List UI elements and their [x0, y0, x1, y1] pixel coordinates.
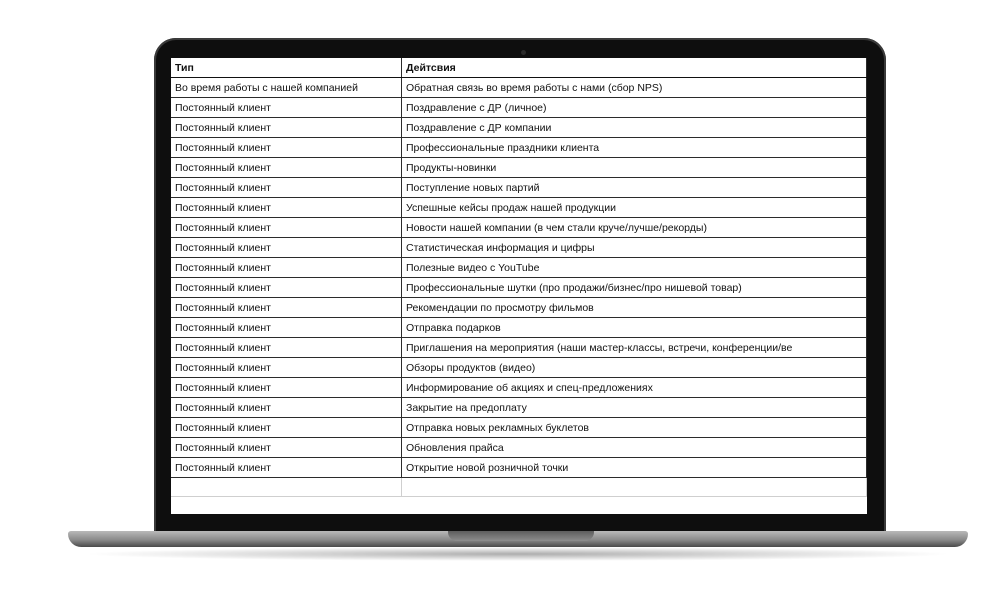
spreadsheet-table [171, 58, 867, 497]
cell-type[interactable]: Постоянный клиент [171, 158, 402, 178]
cell-type[interactable]: Постоянный клиент [171, 418, 402, 438]
cell-action[interactable]: Поздравление с ДР (личное) [402, 98, 867, 118]
empty-row [171, 478, 867, 497]
cell-type[interactable]: Постоянный клиент [171, 218, 402, 238]
empty-cell[interactable] [171, 478, 402, 497]
cell-action[interactable]: Профессиональные праздники клиента [402, 138, 867, 158]
table-row [171, 98, 867, 118]
empty-cell[interactable] [402, 478, 867, 497]
table-row [171, 458, 867, 478]
cell-type[interactable]: Постоянный клиент [171, 98, 402, 118]
cell-action[interactable]: Обновления прайса [402, 438, 867, 458]
table-row [171, 178, 867, 198]
cell-type[interactable]: Постоянный клиент [171, 458, 402, 478]
cell-type[interactable]: Постоянный клиент [171, 438, 402, 458]
cell-type[interactable]: Постоянный клиент [171, 178, 402, 198]
header-cell-type[interactable]: Тип [171, 58, 402, 78]
table-row [171, 298, 867, 318]
table-row [171, 118, 867, 138]
cell-action[interactable]: Поступление новых партий [402, 178, 867, 198]
table-row [171, 278, 867, 298]
laptop-screen [171, 58, 867, 514]
cell-type[interactable]: Постоянный клиент [171, 318, 402, 338]
cell-action[interactable]: Отправка подарков [402, 318, 867, 338]
cell-type[interactable]: Постоянный клиент [171, 118, 402, 138]
table-row [171, 138, 867, 158]
cell-type[interactable]: Постоянный клиент [171, 338, 402, 358]
table-row [171, 258, 867, 278]
table-row [171, 438, 867, 458]
cell-action[interactable]: Обзоры продуктов (видео) [402, 358, 867, 378]
cell-action[interactable]: Статистическая информация и цифры [402, 238, 867, 258]
webcam-icon [521, 50, 526, 55]
cell-action[interactable]: Профессиональные шутки (про продажи/бизнес/про нишевой товар) [402, 278, 867, 298]
cell-action[interactable]: Продукты-новинки [402, 158, 867, 178]
table-header-row [171, 58, 867, 78]
table-row [171, 238, 867, 258]
cell-type[interactable]: Постоянный клиент [171, 378, 402, 398]
cell-type[interactable]: Постоянный клиент [171, 258, 402, 278]
table-row [171, 218, 867, 238]
cell-type[interactable]: Постоянный клиент [171, 358, 402, 378]
cell-action[interactable]: Поздравление с ДР компании [402, 118, 867, 138]
table-row [171, 78, 867, 98]
cell-action[interactable]: Закрытие на предоплату [402, 398, 867, 418]
table-row [171, 418, 867, 438]
cell-action[interactable]: Рекомендации по просмотру фильмов [402, 298, 867, 318]
table-row [171, 198, 867, 218]
table-row [171, 158, 867, 178]
table-row [171, 378, 867, 398]
header-cell-actions[interactable]: Дейтсвия [402, 58, 867, 78]
laptop-opening-notch [448, 531, 594, 541]
cell-type[interactable]: Постоянный клиент [171, 198, 402, 218]
table-row [171, 318, 867, 338]
cell-action[interactable]: Обратная связь во время работы с нами (сбор NPS) [402, 78, 867, 98]
cell-type[interactable]: Постоянный клиент [171, 298, 402, 318]
cell-type[interactable]: Во время работы с нашей компанией [171, 78, 402, 98]
cell-action[interactable]: Новости нашей компании (в чем стали круче/лучше/рекорды) [402, 218, 867, 238]
cell-type[interactable]: Постоянный клиент [171, 238, 402, 258]
table-row [171, 338, 867, 358]
cell-action[interactable]: Приглашения на мероприятия (наши мастер-классы, встречи, конференции/ве [402, 338, 867, 358]
cell-action[interactable]: Полезные видео с YouTube [402, 258, 867, 278]
table-row [171, 398, 867, 418]
cell-action[interactable]: Информирование об акциях и спец-предложениях [402, 378, 867, 398]
table-row [171, 358, 867, 378]
laptop-shadow [82, 547, 954, 561]
cell-type[interactable]: Постоянный клиент [171, 138, 402, 158]
cell-action[interactable]: Отправка новых рекламных буклетов [402, 418, 867, 438]
cell-action[interactable]: Открытие новой розничной точки [402, 458, 867, 478]
cell-type[interactable]: Постоянный клиент [171, 398, 402, 418]
cell-action[interactable]: Успешные кейсы продаж нашей продукции [402, 198, 867, 218]
cell-type[interactable]: Постоянный клиент [171, 278, 402, 298]
